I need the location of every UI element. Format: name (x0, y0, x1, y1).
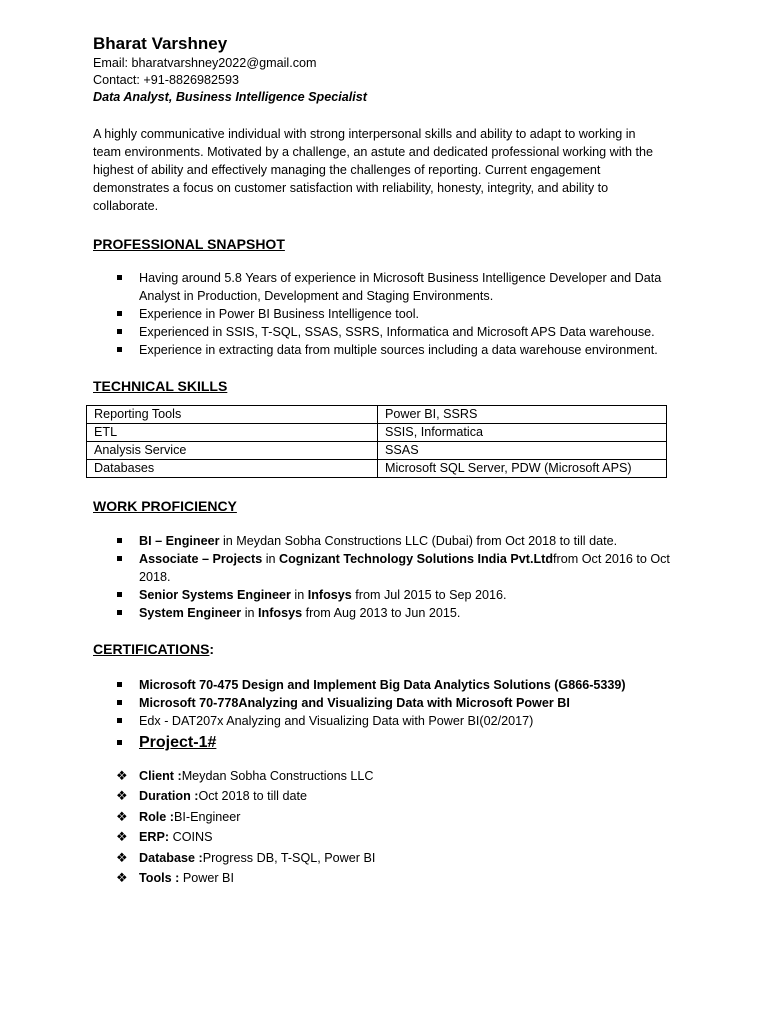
list-item: Having around 5.8 Years of experience in Microsoft Business Intelligence Developer and Data Analyst in Production, Development and Staging Environments. (93, 269, 673, 305)
certifications-list (93, 676, 673, 756)
skills-table (86, 405, 667, 478)
list-item: ❖ Tools : Power BI (93, 868, 673, 888)
square-bullet-icon (117, 311, 122, 316)
work-section (93, 496, 673, 622)
diamond-bullet-icon: ❖ (116, 769, 128, 784)
square-bullet-icon (117, 700, 122, 705)
section-title-work: WORK PROFICIENCY (93, 498, 237, 514)
summary-paragraph: A highly communicative individual with strong interpersonal skills and ability to adapt to working in team environments. Motivated by a challenge, an astute and dedicated professional working with the highest of ability and effectively managing the challenges of reporting. Current engagement demonstrates a focus on customer satisfaction with reliability, honesty, integrity, and ability to collaborate. (93, 127, 654, 213)
section-heading-certifications: CERTIFICATIONS: (93, 641, 215, 657)
square-bullet-icon (117, 329, 122, 334)
certifications-section (93, 639, 673, 756)
skill-value: SSAS (378, 442, 667, 460)
square-bullet-icon (117, 538, 122, 543)
skill-value: Power BI, SSRS (378, 406, 667, 424)
list-item: Senior Systems Engineer in Infosys from Jul 2015 to Sep 2016. (93, 586, 673, 604)
list-item: Experience in extracting data from multiple sources including a data warehouse environment. (93, 341, 673, 359)
square-bullet-icon (117, 347, 122, 352)
diamond-bullet-icon: ❖ (116, 871, 128, 887)
diamond-bullet-icon: ❖ (116, 850, 128, 866)
skill-value: SSIS, Informatica (378, 424, 667, 442)
list-item: ❖ Client :Meydan Sobha Constructions LLC (93, 766, 673, 786)
list-item: Edx - DAT207x Analyzing and Visualizing Data with Power BI(02/2017) (93, 712, 673, 730)
resume-page (93, 33, 673, 888)
skills-section (93, 376, 673, 478)
table-row (87, 406, 667, 424)
list-item: ❖ Database :Progress DB, T-SQL, Power BI (93, 848, 673, 868)
list-item: BI – Engineer in Meydan Sobha Constructions LLC (Dubai) from Oct 2018 to till date. (93, 532, 673, 550)
email-line: Email: bharatvarshney2022@gmail.com (93, 56, 317, 70)
work-list (93, 532, 673, 622)
snapshot-section (93, 234, 673, 359)
skill-category: Reporting Tools (87, 406, 378, 424)
list-item: System Engineer in Infosys from Aug 2013 to Jun 2015. (93, 604, 673, 622)
square-bullet-icon (117, 275, 122, 280)
project-heading-item (93, 730, 673, 756)
square-bullet-icon (117, 740, 122, 745)
diamond-bullet-icon: ❖ (116, 789, 128, 805)
table-row (87, 424, 667, 442)
list-item: Experienced in SSIS, T-SQL, SSAS, SSRS, Informatica and Microsoft APS Data warehouse. (93, 323, 673, 341)
square-bullet-icon (117, 682, 122, 687)
project-details-list (93, 766, 673, 888)
section-title-certifications: CERTIFICATIONS (93, 641, 210, 657)
contact-line: Contact: +91-8826982593 (93, 73, 239, 87)
skill-value: Microsoft SQL Server, PDW (Microsoft APS) (378, 460, 667, 478)
project-title: Project-1# (139, 734, 217, 751)
square-bullet-icon (117, 718, 122, 723)
job-role: Data Analyst, Business Intelligence Specialist (93, 90, 367, 104)
table-row (87, 460, 667, 478)
candidate-name: Bharat Varshney (93, 34, 228, 53)
list-item: ❖ ERP: COINS (93, 827, 673, 847)
square-bullet-icon (117, 592, 122, 597)
list-item: Microsoft 70-475 Design and Implement Big Data Analytics Solutions (G866-5339) (93, 676, 673, 694)
diamond-bullet-icon: ❖ (116, 830, 128, 846)
square-bullet-icon (117, 610, 122, 615)
list-item: ❖ Role :BI-Engineer (93, 807, 673, 827)
skill-category: ETL (87, 424, 378, 442)
list-item: Microsoft 70-778Analyzing and Visualizing Data with Microsoft Power BI (93, 694, 673, 712)
list-item: Experience in Power BI Business Intelligence tool. (93, 305, 673, 323)
list-item: Associate – Projects in Cognizant Technology Solutions India Pvt.Ltdfrom Oct 2016 to Oct 2018. (93, 550, 673, 586)
list-item: ❖ Duration :Oct 2018 to till date (93, 786, 673, 806)
skill-category: Databases (87, 460, 378, 478)
diamond-bullet-icon: ❖ (116, 809, 128, 825)
section-title-skills: TECHNICAL SKILLS (93, 378, 228, 394)
table-row (87, 442, 667, 460)
snapshot-list (93, 269, 673, 359)
square-bullet-icon (117, 556, 122, 561)
skill-category: Analysis Service (87, 442, 378, 460)
section-title-snapshot: PROFESSIONAL SNAPSHOT (93, 236, 285, 252)
